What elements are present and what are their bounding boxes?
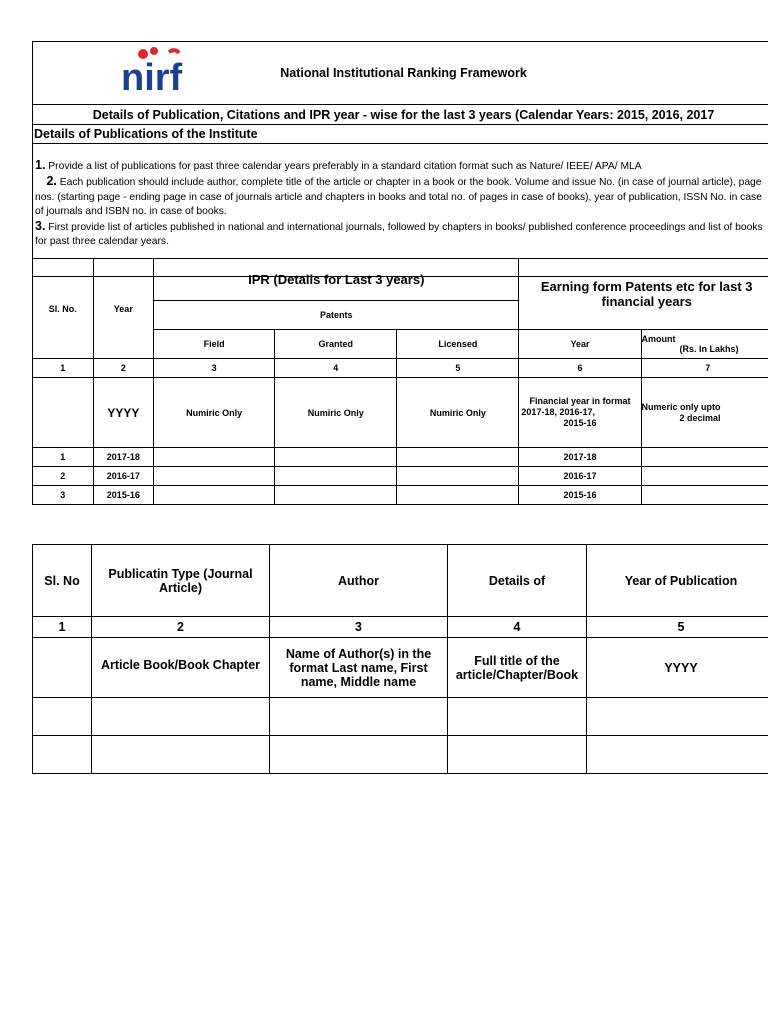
ipr-header: IPR (Details for Last 3 years): [154, 259, 519, 301]
year-header: Year: [93, 259, 154, 359]
sl-no-header: Sl. No: [33, 545, 92, 617]
table-row: 2 2016-17 2016-17: [33, 467, 768, 486]
format-row: YYYY Numiric Only Numiric Only Numiric Only Financial year in format 2017-18, 2016-17, 2015-16 Numeric only upto 2 decimal: [33, 378, 768, 448]
instructions: [33, 144, 768, 277]
page-title: National Institutional Ranking Framework: [280, 66, 527, 80]
header-cell: [33, 42, 768, 105]
instruction-2: 2. Each publication should include author, complete title of the article or chapter in a book or the book. Volume and issue No. (in case of journal article), page nos. (starting page - ending page in case of journals article and chapters in books and total no. of pages in case of books), year of publication, ISSN No. in case of journals and ISBN no. in case of books.: [35, 174, 762, 217]
format-row: Article Book/Book Chapter Name of Author(s) in the format Last name, First name, Middle name Full title of the article/Chapter/Book YYYY: [33, 638, 768, 698]
field-header: Field: [154, 330, 275, 359]
publication-type-header: Publicatin Type (Journal Article): [92, 545, 270, 617]
table-row: 1 2017-18 2017-18: [33, 448, 768, 467]
year-header: Year of Publication: [587, 545, 768, 617]
table-row: [33, 698, 768, 736]
column-number-row: 1 2 3 4 5 6 7: [33, 359, 768, 378]
table-row: 3 2015-16 2015-16: [33, 486, 768, 505]
granted-header: Granted: [275, 330, 397, 359]
details-header: Details of: [448, 545, 587, 617]
licensed-header: Licensed: [397, 330, 519, 359]
instruction-1: 1. Provide a list of publications for past three calendar years preferably in a standard citation format such as Nature/ IEEE/ APA/ MLA: [35, 158, 642, 172]
publication-table: [32, 544, 768, 774]
fy-year-header: Year: [519, 330, 641, 359]
sl-no-header: Sl. No.: [33, 259, 94, 359]
ipr-table: [32, 258, 768, 505]
author-header: Author: [270, 545, 448, 617]
pub-header-row: [33, 545, 768, 617]
table-row: [33, 736, 768, 774]
earning-header: Earning form Patents etc for last 3 financial years: [519, 259, 768, 330]
patents-header: Patents: [154, 301, 519, 330]
instruction-3: 3. First provide list of articles published in national and international journals, followed by chapters in books/ published conference proceedings and list of books for past three calendar years.: [35, 219, 763, 248]
column-number-row: 1 2 3 4 5: [33, 617, 768, 638]
section-title: Details of Publications of the Institute: [33, 125, 768, 144]
amount-header: Amount (Rs. In Lakhs): [641, 330, 768, 359]
subtitle: Details of Publication, Citations and IPR year - wise for the last 3 years (Calendar Years: 2015, 2016, 2017: [33, 105, 768, 125]
logo-text: nirf: [121, 57, 183, 98]
header-table: [32, 41, 768, 277]
